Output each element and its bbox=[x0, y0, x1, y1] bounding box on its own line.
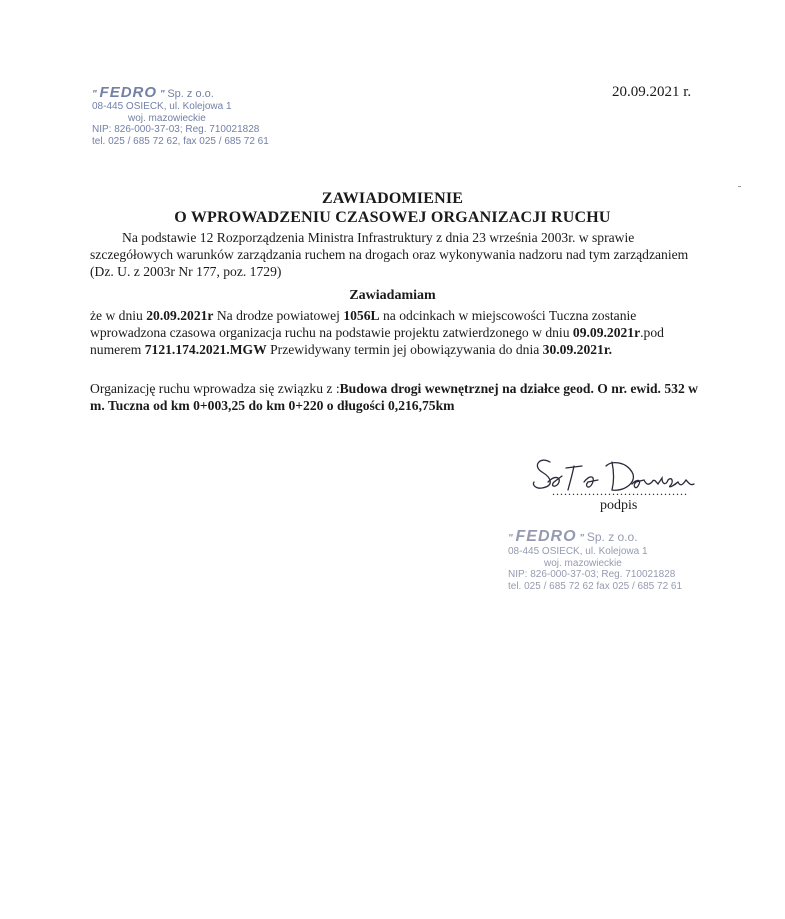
stamp-phone: tel. 025 / 685 72 62 fax 025 / 685 72 61 bbox=[508, 580, 683, 592]
quote-mark: " bbox=[159, 89, 165, 100]
stamp-nip: NIP: 826-000-37-03; Reg. 710021828 bbox=[92, 124, 260, 136]
notice-heading: Zawiadamiam bbox=[349, 288, 436, 303]
text-segment: Organizację ruchu wprowadza się związku z : bbox=[90, 381, 340, 396]
stamp-address: 08-445 OSIECK, ul. Kolejowa 1 bbox=[92, 101, 232, 113]
approval-date: 09.09.2021r bbox=[572, 325, 641, 340]
start-date: 20.09.2021r bbox=[146, 308, 214, 323]
document-title: ZAWIADOMIENIE bbox=[321, 190, 464, 207]
quote-mark: " bbox=[508, 533, 513, 544]
stamp-company-suffix: Sp. z o.o. bbox=[586, 530, 638, 544]
text-segment: na odcinkach w miejscowości Tuczna zostanie wprowadzona czasowa organizacja ruchu na podstawie projektu zatwierdzonego w dniu bbox=[90, 308, 637, 340]
stamp-company-suffix: Sp. z o.o. bbox=[167, 88, 214, 100]
stamp-phone: tel. 025 / 685 72 62, fax 025 / 685 72 61 bbox=[92, 135, 269, 147]
reason-paragraph bbox=[90, 380, 700, 414]
text-segment: że w dniu bbox=[90, 308, 147, 323]
stamp-address: 08-445 OSIECK, ul. Kolejowa 1 bbox=[508, 546, 648, 558]
text-segment: .pod numerem bbox=[90, 325, 664, 357]
stamp-brand: FEDRO bbox=[99, 84, 158, 101]
intro-paragraph: Na podstawie 12 Rozporządzenia Ministra Infrastruktury z dnia 23 września 2003r. w sprawie szczegółowych warunków zarządzania ruchem na drogach oraz wykonywania nadzoru nad tym zarządzaniem (Dz. U. z 2003r Nr 177, poz. 1729) bbox=[90, 230, 689, 279]
signature-label: podpis bbox=[600, 498, 638, 513]
stamp-brand: FEDRO bbox=[515, 528, 577, 545]
company-stamp-top bbox=[92, 84, 292, 147]
text-segment: Na drodze powiatowej bbox=[213, 308, 344, 323]
company-stamp-bottom bbox=[508, 528, 708, 592]
project-number: 7121.174.2021.MGW bbox=[144, 342, 267, 357]
quote-mark: " bbox=[579, 533, 585, 544]
end-date: 30.09.2021r. bbox=[542, 342, 613, 357]
document-subtitle: O WPROWADZENIU CZASOWEJ ORGANIZACJI RUCHU bbox=[174, 209, 611, 226]
text-segment: Przewidywany termin jej obowiązywania do dnia bbox=[266, 342, 543, 357]
document-date: 20.09.2021 r. bbox=[612, 84, 692, 100]
stamp-region: woj. mazowieckie bbox=[128, 112, 206, 124]
stamp-region: woj. mazowieckie bbox=[544, 557, 622, 569]
reason-text: Budowa drogi wewnętrznej na działce geod. O nr. ewid. 532 w m. Tuczna od km 0+003,25 do km 0+220 o długości 0,216,75km bbox=[90, 381, 698, 413]
signature-line: .................................. bbox=[552, 484, 688, 498]
road-number: 1056L bbox=[343, 308, 380, 323]
quote-mark: " bbox=[92, 89, 97, 100]
scan-mark bbox=[738, 186, 741, 187]
notice-paragraph bbox=[90, 307, 690, 358]
stamp-nip: NIP: 826-000-37-03; Reg. 710021828 bbox=[508, 569, 676, 581]
